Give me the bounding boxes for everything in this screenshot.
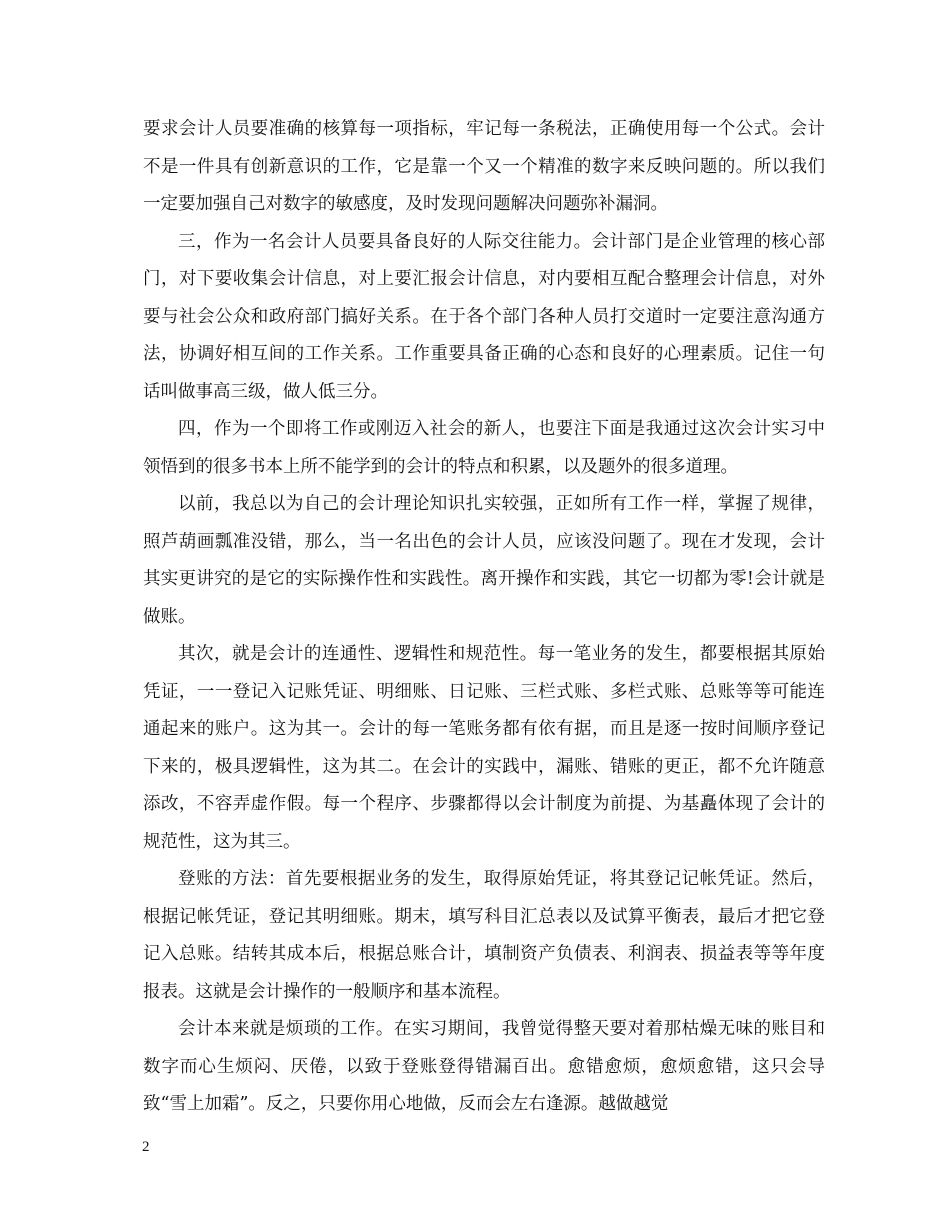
paragraph-logic: 其次，就是会计的连通性、逻辑性和规范性。每一笔业务的发生，都要根据其原始凭证，一一登记入记账凭证、明细账、日记账、三栏式账、多栏式账、总账等等可能连通起来的账户。这为其一。会计的每一笔账务都有依有据，而且是逐一按时间顺序登记下来的，极具逻辑性，这为其二。在会计的实践中，漏账、错账的更正，都不允许随意添改，不容弄虚作假。每一个程序、步骤都得以会计制度为前提、为基矗体现了会计的规范性，这为其三。 (143, 644, 825, 852)
paragraph-tedious-work: 会计本来就是烦琐的工作。在实习期间，我曾觉得整天要对着那枯燥无味的账目和数字而心生烦闷、厌倦，以致于登账登得错漏百出。愈错愈烦，愈烦愈错，这只会导致“雪上加霜”。反之，只要你用心地做，反而会左右逢源。越做越觉 (143, 1019, 825, 1114)
page-number: 2 (142, 1139, 150, 1155)
paragraph-interpersonal: 三，作为一名会计人员要具备良好的人际交往能力。会计部门是企业管理的核心部门，对下要收集会计信息，对上要汇报会计信息，对内要相互配合整理会计信息，对外要与社会公众和政府部门搞好关系。在于各个部门各种人员打交道时一定要注意沟通方法，协调好相互间的工作关系。工作重要具备正确的心态和良好的心理素质。记住一句话叫做事高三级，做人低三分。 (143, 231, 825, 402)
paragraph-continuation: 要求会计人员要准确的核算每一项指标，牢记每一条税法，正确使用每一个公式。会计不是一件具有创新意识的工作，它是靠一个又一个精准的数字来反映问题的。所以我们一定要加强自己对数字的敏感度，及时发现问题解决问题弥补漏洞。 (143, 119, 825, 214)
body-text (143, 111, 825, 1124)
paragraph-bookkeeping-method: 登账的方法：首先要根据业务的发生，取得原始凭证，将其登记记帐凭证。然后，根据记帐凭证，登记其明细账。期末，填写科目汇总表以及试算平衡表，最后才把它登记入总账。结转其成本后，根据总账合计，填制资产负债表、利润表、损益表等等年度报表。这就是会计操作的一般顺序和基本流程。 (143, 869, 825, 1002)
paragraph-practice: 以前，我总以为自己的会计理论知识扎实较强，正如所有工作一样，掌握了规律，照芦葫画瓢准没错，那么，当一名出色的会计人员，应该没问题了。现在才发现，会计其实更讲究的是它的实际操作性和实践性。离开操作和实践，其它一切都为零!会计就是做账。 (143, 494, 825, 627)
paragraph-newcomer: 四，作为一个即将工作或刚迈入社会的新人，也要注下面是我通过这次会计实习中领悟到的很多书本上所不能学到的会计的特点和积累，以及题外的很多道理。 (143, 419, 825, 477)
